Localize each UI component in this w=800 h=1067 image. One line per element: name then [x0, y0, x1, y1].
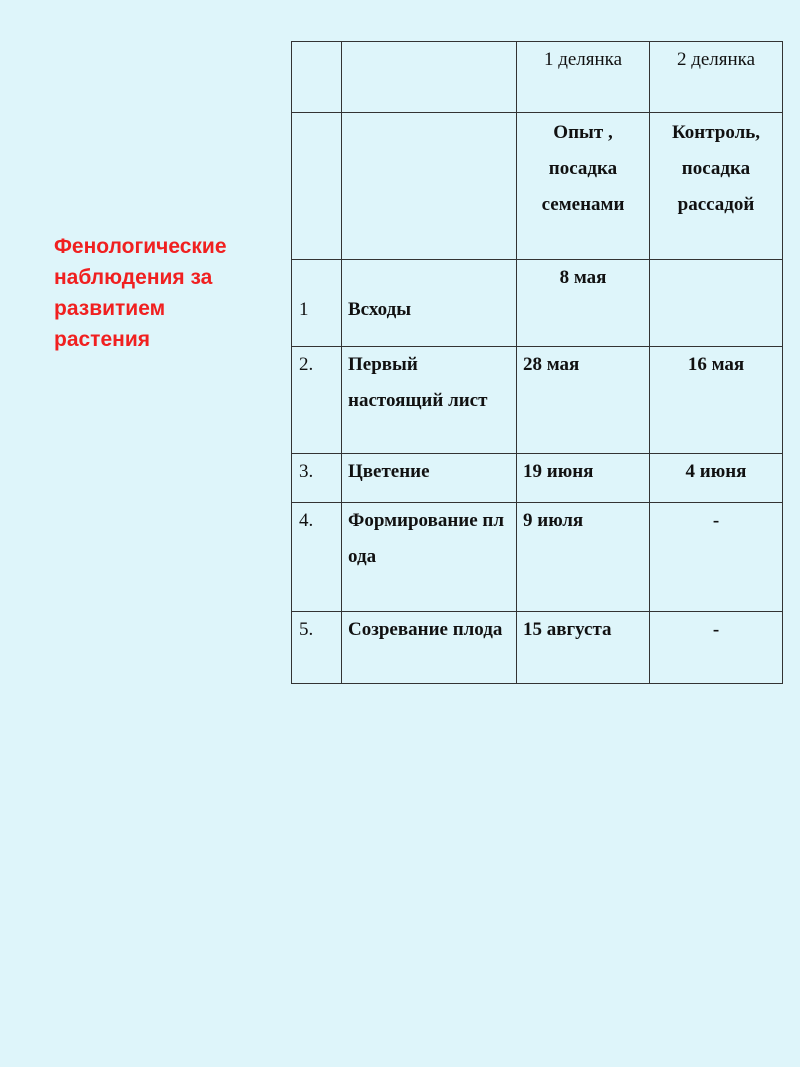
row-plot1: 19 июня — [517, 454, 650, 503]
row-phase: Созревание плода — [342, 612, 517, 684]
row-num: 4. — [292, 503, 342, 612]
phenology-table — [291, 41, 783, 684]
row-phase: Цветение — [342, 454, 517, 503]
table-row — [292, 454, 783, 503]
row-num: 3. — [292, 454, 342, 503]
row-phase: Первый настоящий лист — [342, 347, 517, 454]
row-plot1: 28 мая — [517, 347, 650, 454]
row-plot1: 8 мая — [517, 260, 650, 347]
table-row — [292, 503, 783, 612]
row-num: 1 — [292, 260, 342, 347]
header-cell-phase — [342, 42, 517, 113]
row-phase: Формирование плода — [342, 503, 517, 612]
row-plot2: 16 мая — [650, 347, 783, 454]
subheader-cell-phase — [342, 113, 517, 260]
row-plot2: 4 июня — [650, 454, 783, 503]
subheader-cell-num — [292, 113, 342, 260]
table-row — [292, 347, 783, 454]
row-num: 5. — [292, 612, 342, 684]
table-subheader-row — [292, 113, 783, 260]
row-plot2: - — [650, 503, 783, 612]
table-row — [292, 260, 783, 347]
page-title: Фенологические наблюдения за развитием растения — [54, 235, 227, 351]
row-plot1: 15 августа — [517, 612, 650, 684]
row-phase: Всходы — [342, 260, 517, 347]
row-num: 2. — [292, 347, 342, 454]
row-plot2: - — [650, 612, 783, 684]
row-plot2 — [650, 260, 783, 347]
row-plot1: 9 июля — [517, 503, 650, 612]
table-header-row — [292, 42, 783, 113]
header-cell-plot2: 2 делянка — [650, 42, 783, 113]
header-cell-plot1: 1 делянка — [517, 42, 650, 113]
subheader-cell-plot2: Контроль, посадка рассадой — [650, 113, 783, 260]
subheader-cell-plot1: Опыт , посадка семенами — [517, 113, 650, 260]
header-cell-num — [292, 42, 342, 113]
table-row — [292, 612, 783, 684]
